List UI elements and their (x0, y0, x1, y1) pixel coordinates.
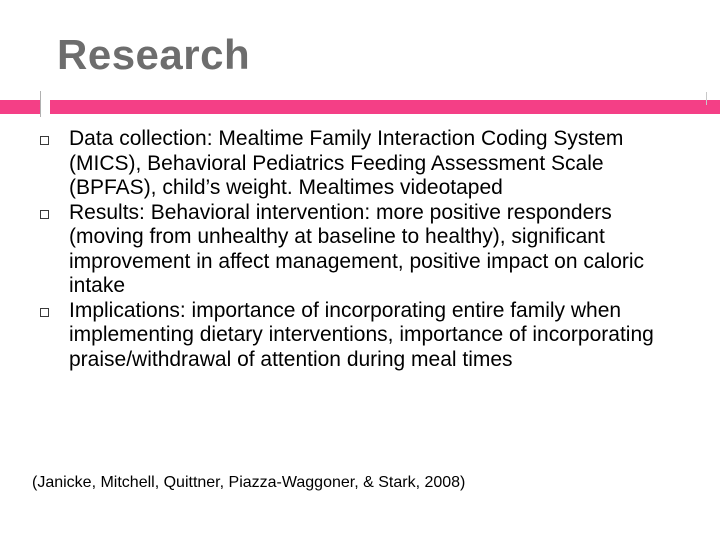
hollow-square-bullet-icon (40, 308, 49, 317)
bullet-item (0, 127, 720, 201)
hollow-square-bullet-icon (40, 210, 49, 219)
accent-bar-main (50, 100, 720, 114)
citation: (Janicke, Mitchell, Quittner, Piazza-Waggoner, & Stark, 2008) (32, 474, 466, 491)
bullet-text: Results: Behavioral intervention: more positive responders (moving from unhealthy at baseline to healthy), significant improvement in affect management, positive impact on caloric intake (69, 200, 645, 297)
accent-tick (706, 92, 707, 105)
bullet-text: Data collection: Mealtime Family Interaction Coding System (MICS), Behavioral Pediatrics Feeding Assessment Scale (BPFAS), child’s weight. Mealtimes videotaped (69, 127, 624, 199)
hollow-square-bullet-icon (40, 136, 49, 145)
bullet-item (0, 299, 720, 373)
bullet-text: Implications: importance of incorporating entire family when implementing dietary interventions, importance of incorporating praise/withdrawal of attention during meal times (69, 298, 654, 371)
accent-bar-left (0, 100, 40, 114)
bullet-item (0, 201, 720, 299)
bullet-list (0, 127, 720, 372)
slide-title: Research (57, 31, 251, 78)
accent-divider (40, 91, 41, 117)
